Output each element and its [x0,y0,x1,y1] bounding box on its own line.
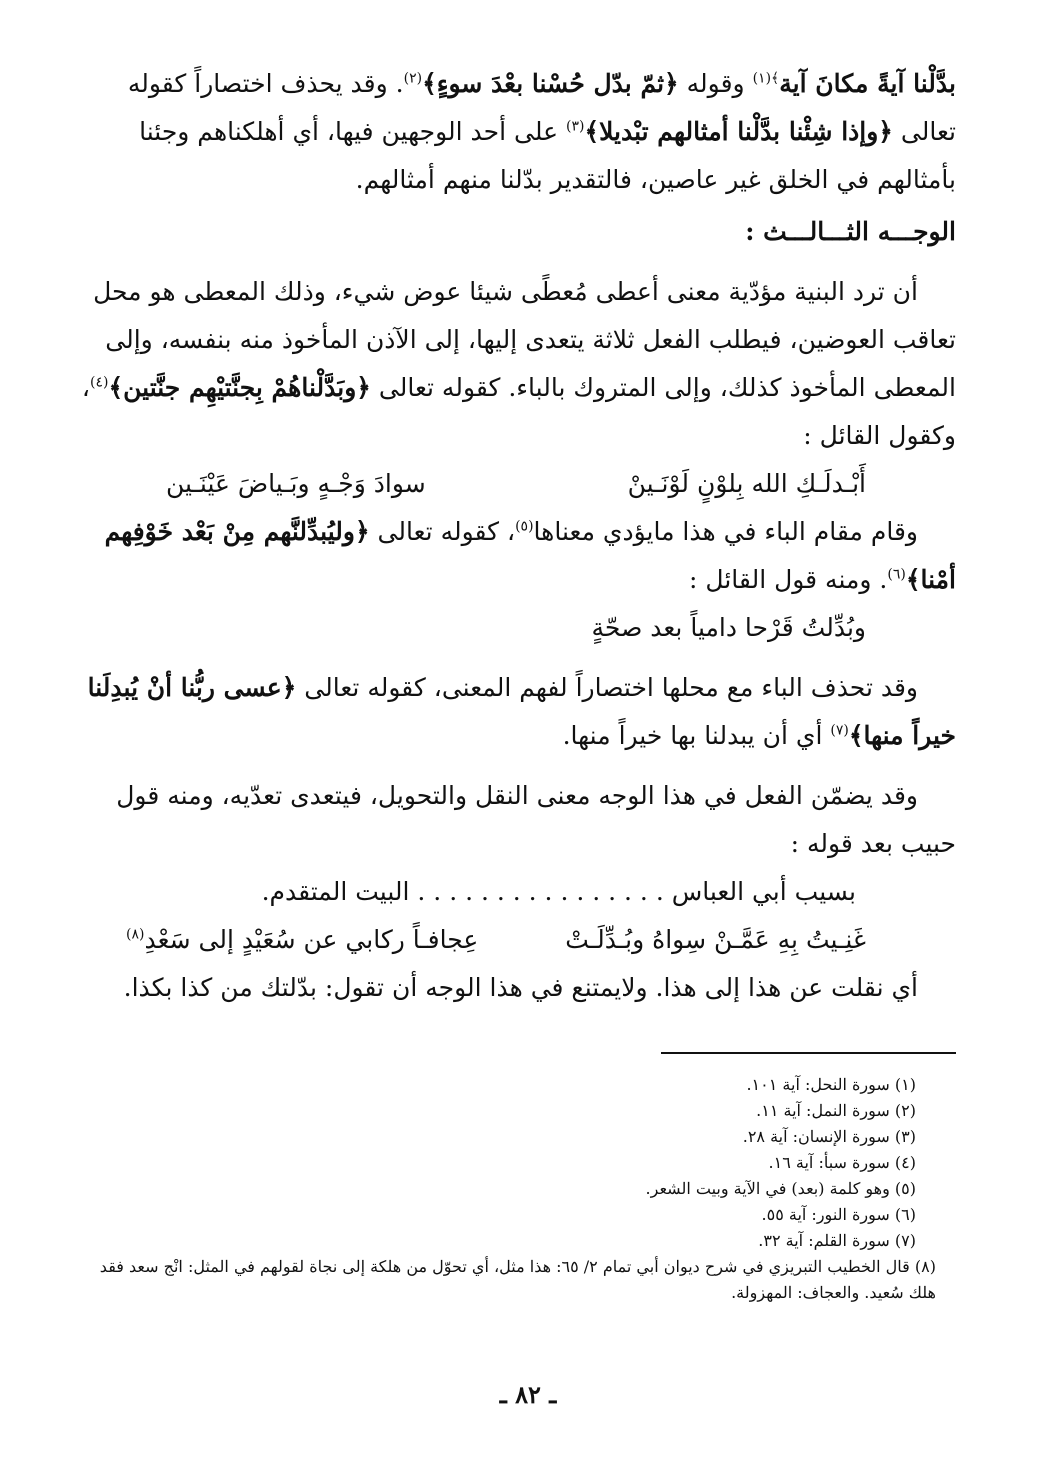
footnote-item: (٧) سورة القلم: آية ٣٢. [758,1231,916,1250]
text-line [96,156,956,204]
text-line [96,508,956,556]
text-segment: تعالى [892,117,956,146]
text-segment: على أحد الوجهين فيها، أي أهلكناهم وجئنا [139,117,566,146]
text-line [81,364,956,412]
poetry-verse [96,916,956,964]
verse-reference: بسيب أبي العباس . . . . . . . . . . . . . . . . البيت المتقدم. [261,877,856,906]
poetry-verse [96,868,956,916]
footnote-item: (٥) وهو كلمة (بعد) في الآية وبيت الشعر. [645,1179,916,1198]
footnote-ref: (٧) [830,722,849,739]
text-line [96,108,956,156]
text-line: أن ترد البنية مؤدّية معنى أعطى مُعطًى شيئا عوض شيء، وذلك المعطى هو محل [93,277,918,306]
footnote-ref: ﴾(١) [752,70,780,87]
text-line [96,556,956,604]
text-segment: وقام مقام الباء في هذا مايؤدي معناها [533,517,918,546]
footnotes [96,1072,956,1306]
footnote-ref: (٦) [887,566,906,583]
quran-quote: ﴿وليُبدِّلنَّهم مِنْ بَعْد خَوْفِهم [104,517,370,546]
footnote-item: (٨) قال الخطيب التبريزي في شرح ديوان أبي تمام ٢/ ٦٥: هذا مثل، أي تحوّل من هلكة إلى نجاة لقولهم في المثل: انْج سعد فقد هلك سُعيد. والعجاف: المهزولة. [99,1257,936,1302]
poetry-verse [96,460,956,508]
footnote-ref: (٥) [515,518,534,535]
spacer [96,652,956,664]
page-body [81,60,956,1012]
text-line [96,712,956,760]
quran-quote: ﴿وبَدَّلْناهُمْ بِجنَّتيْهِم جنَّتين﴾ [108,373,371,402]
footnote-item: (٣) سورة الإنسان: آية ٢٨. [742,1127,916,1146]
footnote-ref: (٣) [565,118,585,135]
quran-quote: ﴿وإذا شِئْنا بدَّلْنا أمثالهم تبْديلا﴾ [584,117,893,146]
text-segment: ، [81,373,90,402]
text-segment: أي أن يبدلنا بها خيراً منها. [562,721,831,750]
quran-quote: بدَّلْنا آيةً مكانَ آية [779,69,956,98]
quran-quote: ﴿ثمّ بدّل حُسْنا بعْدَ سوءٍ﴾ [422,69,679,98]
text-segment: . وقد يحذف اختصاراً كقوله [127,69,404,98]
verse-hemistich-right: غَنِـيتُ بِهِ عَمَّـنْ سِواهُ وبُـدِّلَـتْ [565,925,866,954]
text-line [96,60,956,108]
footnote-item: (٦) سورة النور: آية ٥٥. [761,1205,916,1224]
footnote-ref: (٨) [126,926,145,943]
text-line: أي نقلت عن هذا إلى هذا. ولايمتنع في هذا الوجه أن تقول: بدّلتك من كذا بكذا. [123,973,918,1002]
page-number: ـ ٨٢ ـ [499,1380,557,1409]
poetry-verse [96,604,956,652]
text-segment: المعطى المأخوذ كذلك، وإلى المتروك بالباء. كقوله تعالى [378,373,956,402]
text-segment: . ومنه قول القائل : [689,565,888,594]
text-line [87,664,956,712]
footnote-ref: (٢) [403,70,423,87]
quran-quote: ﴿عسى ربُّنا أنْ يُبدِلَنا [87,673,297,702]
verse-hemistich-left: سوادَ وَجْـهٍ وبَـياضَ عَيْنَـين [166,469,426,498]
section-heading: الوجـــه الثـــالـــث : [745,217,956,246]
text-segment: بأمثالهم في الخلق غير عاصين، فالتقدير بدّلنا منهم أمثالهم. [355,165,956,194]
footnote-ref: (٤) [90,374,109,391]
text-segment: ، كقوله تعالى [369,517,516,546]
quran-quote: خيراً منها﴾ [848,721,956,750]
text-line: وقد يضمّن الفعل في هذا الوجه معنى النقل والتحويل، فيتعدى تعدّيه، ومنه قول [116,781,918,810]
verse-hemistich-right: وبُدِّلتُ قَرْحا دامياً بعد صحّةٍ [591,613,866,642]
verse-hemistich-right: أَبْـدلَـكِ الله بِلوْنٍ لَوْنَـينْ [627,469,866,498]
text-line: تعاقب العوضين، فيطلب الفعل ثلاثة يتعدى إليها، إلى الآذن المأخوذ منه بنفسه، وإلى [105,325,956,354]
text-segment: وقوله [678,69,753,98]
text-line: حبيب بعد قوله : [790,829,956,858]
text-segment: وقد تحذف الباء مع محلها اختصاراً لفهم المعنى، كقوله تعالى [296,673,918,702]
text-line: وكقول القائل : [803,421,956,450]
footnote-item: (٤) سورة سبأ: آية ١٦. [768,1153,916,1172]
verse-text: عِجافـاً ركابي عن سُعَيْدٍ إلى سَعْدِ [144,925,479,954]
spacer [96,760,956,772]
quran-quote: أمْنا﴾ [905,565,956,594]
footnote-item: (١) سورة النحل: آية ١٠١. [746,1075,916,1094]
verse-hemistich-left [126,916,478,964]
footnote-item: (٢) سورة النمل: آية ١١. [756,1101,916,1120]
footnote-divider [661,1052,956,1054]
